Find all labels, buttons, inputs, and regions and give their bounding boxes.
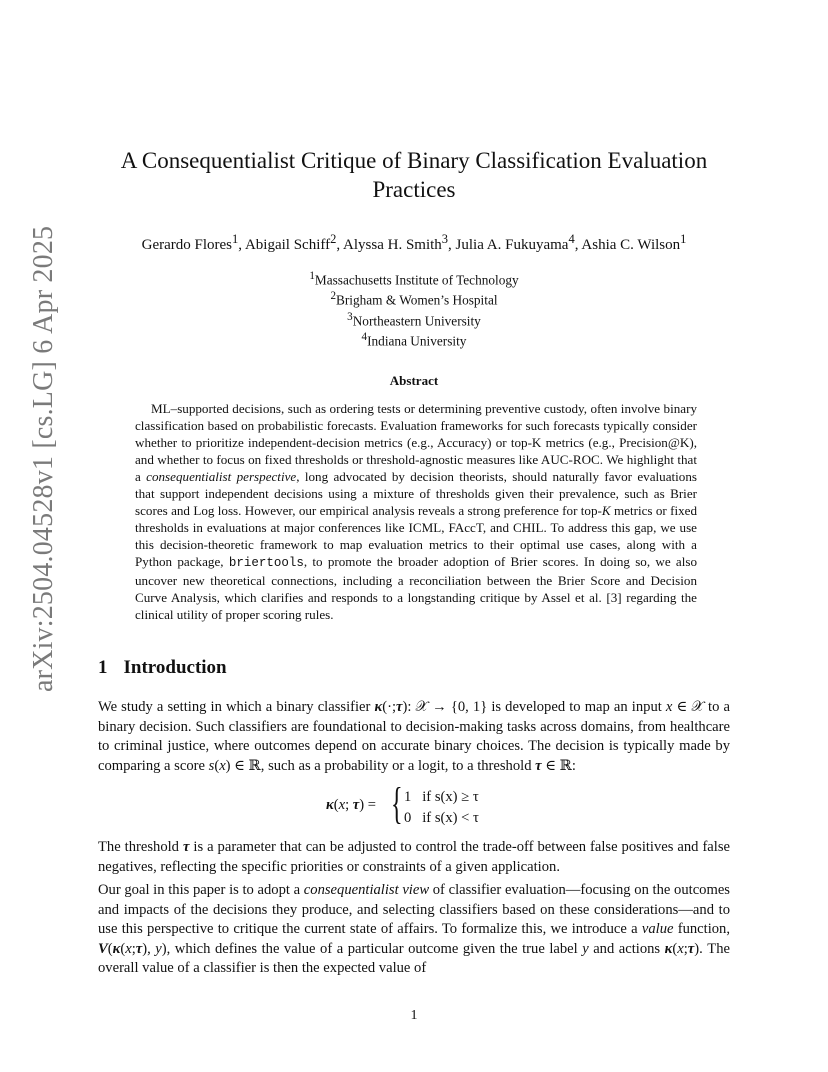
package-name: briertools <box>228 556 304 570</box>
author: Alyssa H. Smith$^3$ <box>343 232 449 253</box>
author: Julia A. Fukuyama$^4$ <box>455 232 575 253</box>
affiliation: $^2$Brigham & Women’s Hospital <box>330 290 498 308</box>
author-list: Gerardo Flores$^1$, Abigail Schiff$^2$, Alyssa H. Smith$^3$, Julia A. Fukuyama$^4$, Ashia C. Wilson$^1$ <box>141 232 687 253</box>
intro-paragraph-1: We study a setting in which a binary classifier κ(·;τ): 𝒳 → {0, 1} is developed to map an input x ∈ 𝒳 to a binary decision. Such classifiers are foundational to decision-making tasks across domains, from healthcare to criminal justice, where outcomes depend on accurate binary choices. The decision is typically made by comparing a score s(x) ∈ ℝ, such as a probability or a logit, to a threshold τ ∈ ℝ: <box>98 699 730 774</box>
intro-paragraph-2: The threshold τ is a parameter that can be adjusted to control the trade-off between false positives and false negatives, reflecting the specific priorities or constraints of a given application. <box>98 839 730 875</box>
intro-paragraph-3: Our goal in this paper is to adopt a consequentialist view of classifier evaluation—focusing on the outcomes and impacts of the decisions they produce, and selecting classifiers based on these considerations—and to use this perspective to critique the current state of affairs. To formalize this, we introduce a value function, V(κ(x;τ), y), which defines the value of a particular outcome given the true label y and actions κ(x;τ). The overall value of a classifier is then the expected value of <box>98 882 731 976</box>
abstract-heading: Abstract <box>389 373 439 388</box>
classifier-equation: κ(x; τ) = { 1 if s(x) ≥ τ 0 if s(x) < τ <box>326 779 479 828</box>
affiliation: $^3$Northeastern University <box>347 310 481 329</box>
section-heading: 1 Introduction <box>98 657 227 678</box>
affiliation: $^1$Massachusetts Institute of Technology <box>309 270 519 288</box>
author: Abigail Schiff$^2$ <box>244 232 337 253</box>
arxiv-identifier: arXiv:2504.04528v1 [cs.LG] 6 Apr 2025 <box>28 225 59 692</box>
author: Ashia C. Wilson$^1$ <box>581 232 687 253</box>
paper-title: A Consequentialist Critique of Binary Classification Evaluation Practices <box>120 148 708 202</box>
affiliation-list <box>214 268 614 350</box>
author: Gerardo Flores$^1$ <box>141 232 239 253</box>
abstract-text: ML–supported decisions, such as ordering tests or determining preventive custody, often involve binary classification based on probabilistic forecasts. Evaluation frameworks for such forecasts typically consider whether to prioritize independent-decision metrics (e.g., Accuracy) or top-K metrics (e.g., Precision@K), and whether to focus on fixed thresholds or threshold-agnostic measures like AUC-ROC. We highlight that a consequentialist perspective, long advocated by decision theorists, should naturally favor evaluations that support independent decisions using a mixture of thresholds given their prevalence, such as Brier scores and Log loss. However, our empirical analysis reveals a strong preference for top-K metrics or fixed thresholds in evaluations at major conferences like ICML, FAccT, and CHIL. To address this gap, we use this decision-theoretic framework to map evaluation metrics to their optimal use cases, along with a Python package, briertools, to promote the broader adoption of Brier scores. In doing so, we also uncover new theoretical connections, including a reconciliation between the Brier Score and Decision Curve Analysis, which clarifies and responds to a longstanding critique by Assel et al. [3] regarding the clinical utility of proper scoring rules. <box>135 401 698 622</box>
page-number: 1 <box>410 1008 418 1023</box>
affiliation: $^4$Indiana University <box>361 331 467 349</box>
